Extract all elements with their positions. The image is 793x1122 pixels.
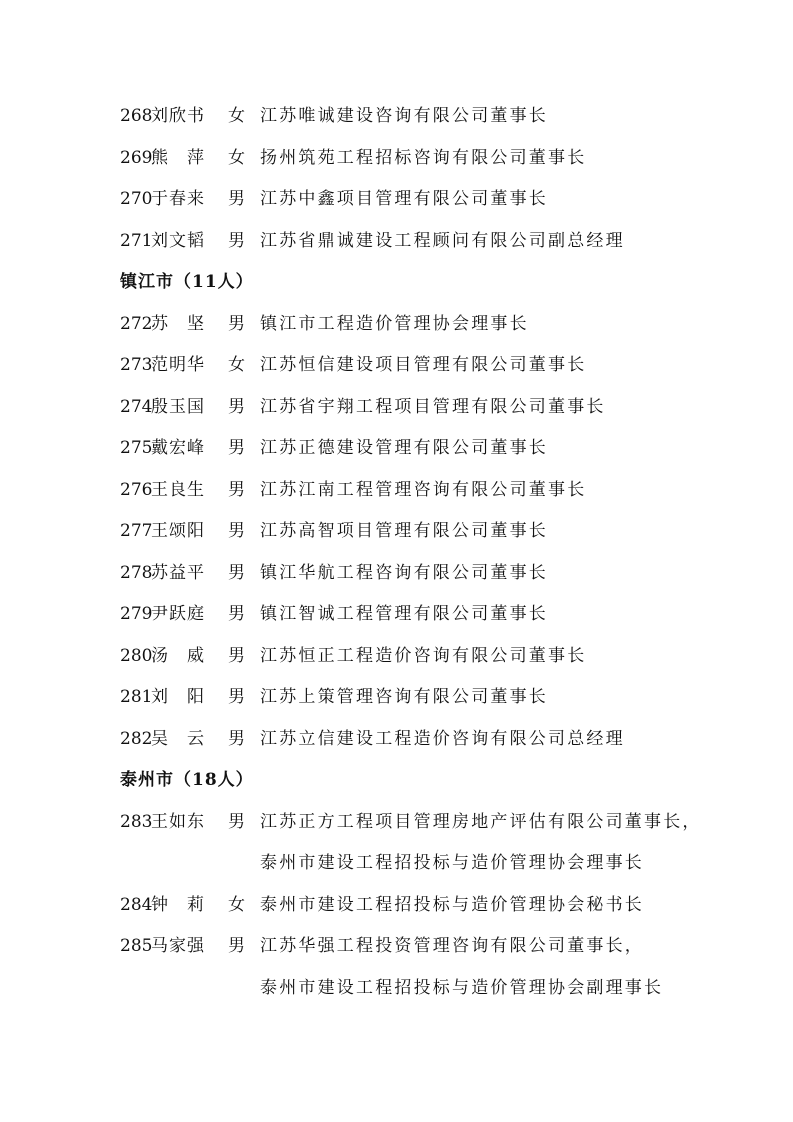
- position-title: 江苏立信建设工程造价咨询有限公司总经理: [260, 728, 625, 749]
- position-title: 扬州筑苑工程招标咨询有限公司董事长: [260, 147, 587, 168]
- gender: 男: [228, 936, 245, 956]
- person-name: 刘 阳: [151, 687, 205, 707]
- position-title: 江苏中鑫项目管理有限公司董事长: [260, 189, 548, 209]
- gender: 男: [228, 396, 245, 417]
- gender: 男: [228, 479, 245, 500]
- list-entry: [0, 682, 793, 712]
- entry-number: 276: [120, 479, 153, 500]
- gender: 男: [228, 645, 245, 666]
- list-entry: [0, 309, 793, 339]
- position-title: 江苏恒信建设项目管理有限公司董事长: [260, 355, 587, 375]
- gender: 男: [228, 604, 245, 624]
- person-name: 于春来: [151, 189, 205, 209]
- entry-number: 272: [120, 313, 153, 334]
- person-name: 苏 坚: [151, 313, 205, 334]
- gender: 男: [228, 811, 245, 832]
- entry-number: 277: [120, 521, 153, 541]
- gender: 女: [228, 106, 245, 126]
- list-entry: [0, 101, 793, 131]
- position-title: 镇江智诚工程管理有限公司董事长: [260, 604, 548, 624]
- entry-number: 269: [120, 147, 153, 168]
- position-title: 镇江华航工程咨询有限公司董事长: [260, 562, 548, 583]
- person-name: 尹跃庭: [151, 604, 205, 624]
- list-entry-continuation: [0, 973, 793, 1003]
- position-title-continued: 泰州市建设工程招投标与造价管理协会副理事长: [260, 977, 664, 998]
- person-name: 马家强: [151, 936, 205, 956]
- entry-number: 275: [120, 438, 153, 458]
- section-heading: 泰州市（18人）: [120, 770, 254, 790]
- list-entry: [0, 641, 793, 671]
- position-title: 江苏恒正工程造价咨询有限公司董事长: [260, 645, 587, 666]
- entry-number: 274: [120, 396, 153, 417]
- list-entry: [0, 599, 793, 629]
- list-entry: [0, 475, 793, 505]
- list-entry: [0, 433, 793, 463]
- position-title: 江苏唯诚建设咨询有限公司董事长: [260, 106, 548, 126]
- person-name: 王颂阳: [151, 521, 205, 541]
- position-title: 镇江市工程造价管理协会理事长: [260, 313, 529, 334]
- entry-number: 271: [120, 230, 153, 251]
- position-title: 江苏高智项目管理有限公司董事长: [260, 521, 548, 541]
- entry-number: 270: [120, 189, 153, 209]
- person-name: 熊 萍: [151, 147, 205, 168]
- position-title: 江苏上策管理咨询有限公司董事长: [260, 687, 548, 707]
- gender: 男: [228, 687, 245, 707]
- gender: 男: [228, 521, 245, 541]
- section-heading: 镇江市（11人）: [120, 272, 254, 292]
- entry-number: 284: [120, 894, 153, 915]
- person-name: 戴宏峰: [151, 438, 205, 458]
- entry-number: 281: [120, 687, 153, 707]
- person-name: 王良生: [151, 479, 205, 500]
- gender: 男: [228, 313, 245, 334]
- entry-number: 279: [120, 604, 153, 624]
- entry-number: 285: [120, 936, 153, 956]
- list-entry: [0, 890, 793, 920]
- person-name: 钟 莉: [151, 894, 205, 915]
- position-title: 江苏省宇翔工程项目管理有限公司董事长: [260, 396, 606, 417]
- list-entry: [0, 226, 793, 256]
- gender: 女: [228, 894, 245, 915]
- entry-number: 273: [120, 355, 153, 375]
- list-entry-continuation: [0, 848, 793, 878]
- list-entry: [0, 931, 793, 961]
- position-title: 江苏华强工程投资管理咨询有限公司董事长，: [260, 936, 644, 956]
- list-entry: [0, 724, 793, 754]
- person-name: 苏益平: [151, 562, 205, 583]
- person-name: 刘欣书: [151, 106, 205, 126]
- list-entry: [0, 807, 793, 837]
- person-name: 吴 云: [151, 728, 205, 749]
- gender: 女: [228, 355, 245, 375]
- person-name: 王如东: [151, 811, 205, 832]
- position-title: 江苏正德建设管理有限公司董事长: [260, 438, 548, 458]
- list-entry: [0, 143, 793, 173]
- position-title: 江苏正方工程项目管理房地产评估有限公司董事长，: [260, 811, 702, 832]
- gender: 男: [228, 438, 245, 458]
- gender: 女: [228, 147, 245, 168]
- gender: 男: [228, 562, 245, 583]
- person-name: 范明华: [151, 355, 205, 375]
- entry-number: 283: [120, 811, 153, 832]
- list-entry: [0, 516, 793, 546]
- person-name: 刘文韬: [151, 230, 205, 251]
- position-title: 泰州市建设工程招投标与造价管理协会秘书长: [260, 894, 644, 915]
- entry-number: 278: [120, 562, 153, 583]
- list-entry: [0, 558, 793, 588]
- position-title: 江苏省鼎诚建设工程顾问有限公司副总经理: [260, 230, 625, 251]
- gender: 男: [228, 728, 245, 749]
- person-name: 汤 威: [151, 645, 205, 666]
- entry-number: 280: [120, 645, 153, 666]
- position-title: 江苏江南工程管理咨询有限公司董事长: [260, 479, 587, 500]
- list-entry: [0, 350, 793, 380]
- entry-number: 282: [120, 728, 153, 749]
- gender: 男: [228, 189, 245, 209]
- gender: 男: [228, 230, 245, 251]
- position-title-continued: 泰州市建设工程招投标与造价管理协会理事长: [260, 853, 644, 873]
- list-entry: [0, 184, 793, 214]
- entry-number: 268: [120, 106, 153, 126]
- list-entry: [0, 392, 793, 422]
- person-name: 殷玉国: [151, 396, 205, 417]
